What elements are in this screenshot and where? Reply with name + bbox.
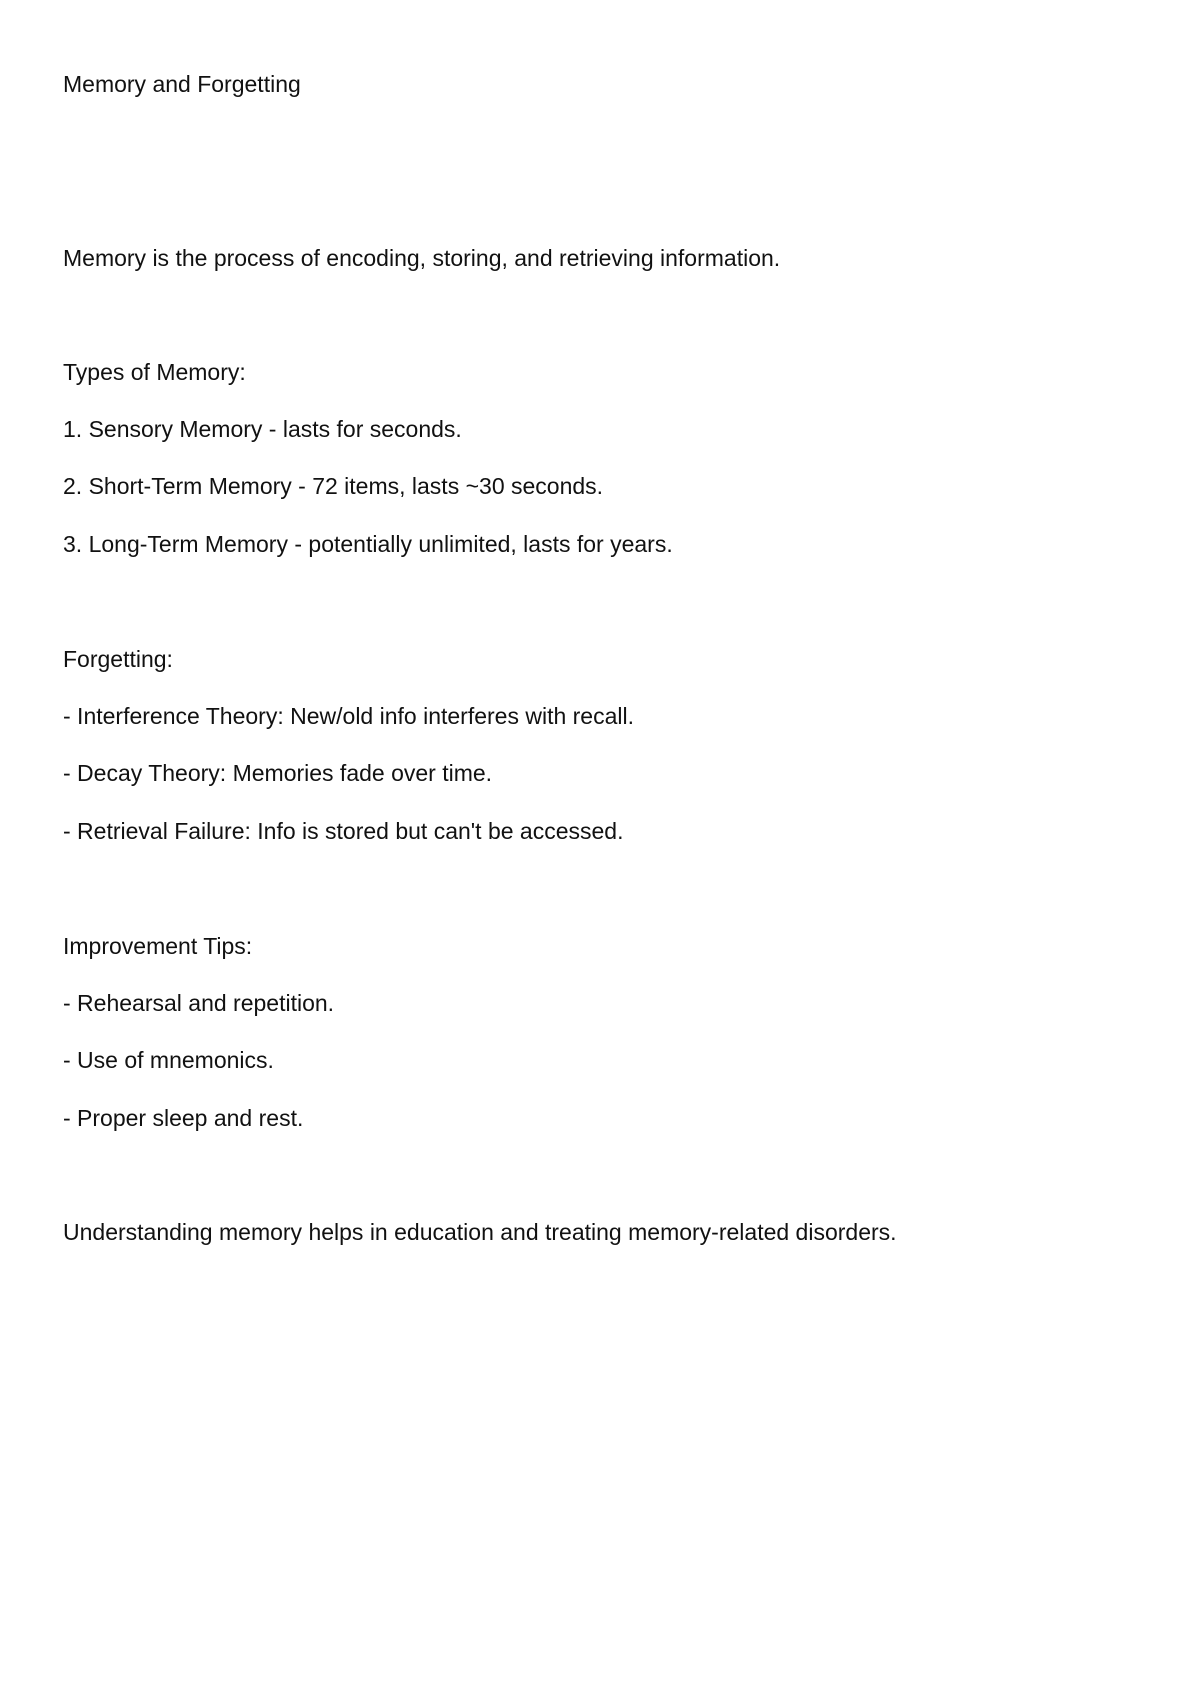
list-item: - Interference Theory: New/old info interferes with recall. (63, 703, 634, 729)
section-heading-types: Types of Memory: (63, 359, 246, 385)
section-heading-improvement: Improvement Tips: (63, 933, 253, 959)
list-item: 2. Short-Term Memory - 72 items, lasts ~30 seconds. (63, 473, 604, 499)
intro-paragraph: Memory is the process of encoding, storing, and retrieving information. (63, 245, 781, 271)
list-item: - Decay Theory: Memories fade over time. (63, 760, 493, 786)
list-item: - Proper sleep and rest. (63, 1105, 304, 1131)
page-title: Memory and Forgetting (63, 71, 301, 97)
section-heading-forgetting: Forgetting: (63, 646, 173, 672)
conclusion-paragraph: Understanding memory helps in education and treating memory-related disorders. (63, 1219, 897, 1245)
list-item: 3. Long-Term Memory - potentially unlimited, lasts for years. (63, 531, 673, 557)
list-item: - Rehearsal and repetition. (63, 990, 335, 1016)
list-item: - Use of mnemonics. (63, 1047, 274, 1073)
list-item: - Retrieval Failure: Info is stored but can't be accessed. (63, 818, 624, 844)
list-item: 1. Sensory Memory - lasts for seconds. (63, 416, 462, 442)
